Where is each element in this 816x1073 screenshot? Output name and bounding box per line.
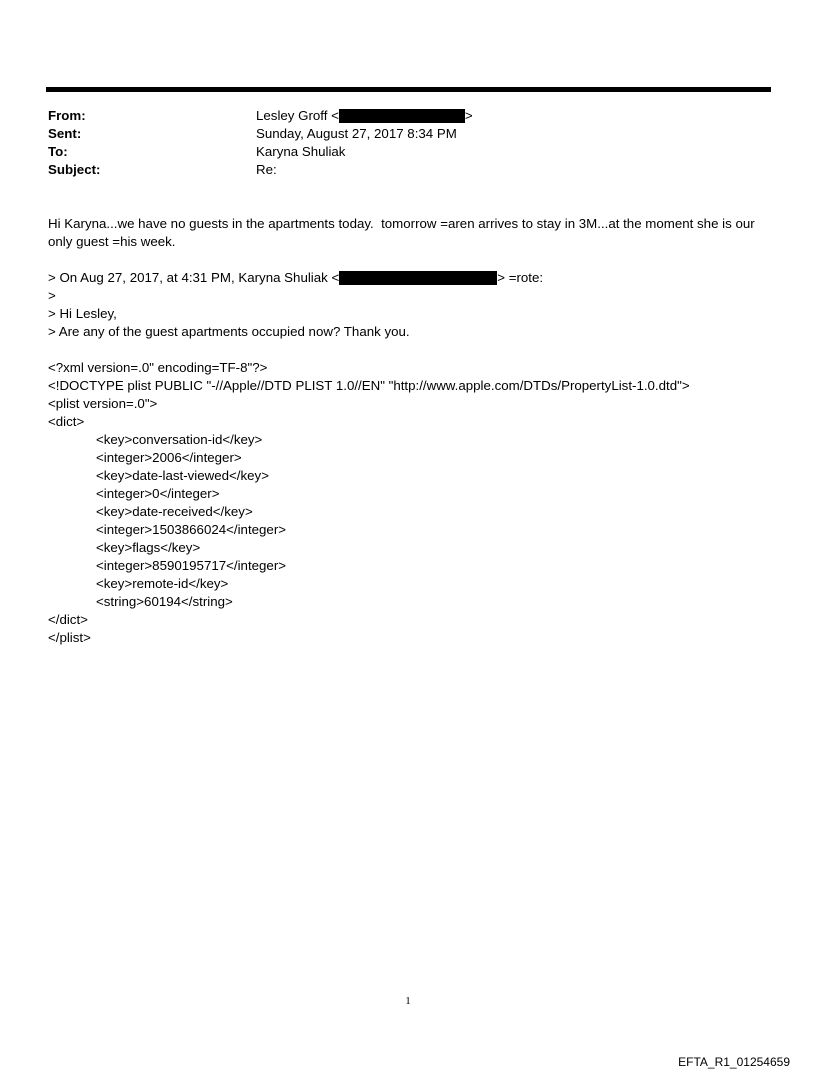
quote-header-line [48,269,778,287]
xml-dict-line: <key>date-received</key> [96,504,253,519]
bates-number: EFTA_R1_01254659 [678,1055,790,1069]
xml-dict-line: <key>flags</key> [96,540,201,555]
quote-suffix: > =rote: [497,270,544,285]
to-label: To: [48,144,68,159]
xml-line: <!DOCTYPE plist PUBLIC "-//Apple//DTD PLIST 1.0//EN" "http://www.apple.com/DTDs/PropertyList-1.0.dtd"> [48,378,690,393]
email-body [48,215,778,647]
redaction-block [339,271,497,285]
xml-line: <?xml version=.0" encoding=TF-8"?> [48,360,268,375]
xml-dict-line: <key>conversation-id</key> [96,432,263,447]
redaction-block [339,109,465,123]
xml-dict-line: <integer>2006</integer> [96,450,242,465]
from-label: From: [48,108,86,123]
email-header [48,107,473,179]
to-row [48,143,473,161]
sent-label: Sent: [48,126,82,141]
xml-close-line: </dict> [48,612,88,627]
xml-dict-line: <integer>1503866024</integer> [96,522,287,537]
from-value-suffix: > [464,108,473,123]
xml-dict-line: <key>remote-id</key> [96,576,229,591]
xml-dict-line: <integer>0</integer> [96,486,220,501]
page-number: 1 [405,995,411,1007]
quote-line: > [48,288,56,303]
xml-line: <dict> [48,414,85,429]
quote-line: > Are any of the guest apartments occupied now? Thank you. [48,324,410,339]
xml-dict-line: <string>60194</string> [96,594,233,609]
quote-line: > Hi Lesley, [48,306,117,321]
xml-dict-line: <integer>8590195717</integer> [96,558,287,573]
from-value-prefix: Lesley Groff < [256,108,339,123]
to-value: Karyna Shuliak [256,144,346,159]
subject-row [48,161,473,179]
subject-value: Re: [256,162,277,177]
header-rule [46,87,771,92]
sent-value: Sunday, August 27, 2017 8:34 PM [256,126,457,141]
xml-close-line: </plist> [48,630,91,645]
quote-prefix: > On Aug 27, 2017, at 4:31 PM, Karyna Shuliak < [48,270,340,285]
sent-row [48,125,473,143]
xml-line: <plist version=.0"> [48,396,158,411]
from-value [256,107,473,125]
subject-label: Subject: [48,162,101,177]
from-row [48,107,473,125]
reply-paragraph: Hi Karyna...we have no guests in the apartments today. tomorrow =aren arrives to stay in 3M...at the moment she is our only guest =his week. [48,216,759,249]
xml-dict-line: <key>date-last-viewed</key> [96,468,269,483]
